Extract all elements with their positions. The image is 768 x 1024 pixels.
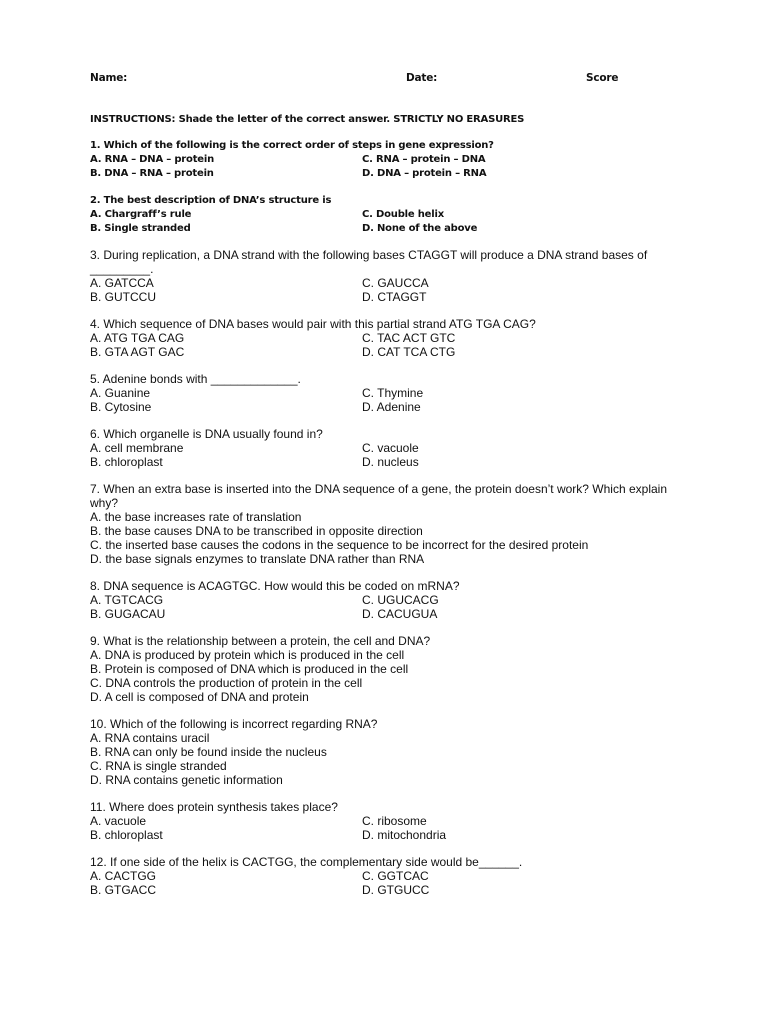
question-stem: 6. Which organelle is DNA usually found in? — [90, 427, 323, 441]
option-a[interactable]: A. DNA is produced by protein which is produced in the cell — [90, 648, 405, 662]
question-5 — [90, 372, 690, 414]
score-label: Score — [586, 72, 619, 84]
question-stem: 11. Where does protein synthesis takes place? — [90, 800, 338, 814]
worksheet — [90, 72, 690, 897]
option-a[interactable]: A. vacuole — [90, 814, 147, 828]
question-stem: 3. During replication, a DNA strand with the following bases CTAGGT will produce a DNA strand bases of _________. — [90, 248, 648, 276]
question-stem: 9. What is the relationship between a protein, the cell and DNA? — [90, 634, 431, 648]
option-a[interactable]: A. TGTCACG — [90, 593, 164, 607]
option-d[interactable]: D. None of the above — [362, 223, 478, 234]
option-b[interactable]: B. chloroplast — [90, 828, 163, 842]
question-9 — [90, 634, 690, 704]
option-b[interactable]: B. GTA AGT GAC — [90, 345, 185, 359]
option-b[interactable]: B. Cytosine — [90, 400, 152, 414]
option-c[interactable]: C. ribosome — [362, 814, 427, 828]
question-3 — [90, 248, 690, 304]
option-d[interactable]: D. A cell is composed of DNA and protein — [90, 690, 309, 704]
option-a[interactable]: A. GATCCA — [90, 276, 154, 290]
header — [90, 72, 690, 90]
question-stem: 4. Which sequence of DNA bases would pair with this partial strand ATG TGA CAG? — [90, 317, 536, 331]
question-8 — [90, 579, 690, 621]
option-b[interactable]: B. Single stranded — [90, 223, 191, 234]
option-b[interactable]: B. Protein is composed of DNA which is produced in the cell — [90, 662, 409, 676]
question-stem: 7. When an extra base is inserted into the DNA sequence of a gene, the protein doesn’t work? Which explain why? — [90, 482, 668, 510]
option-d[interactable]: D. GTGUCC — [362, 883, 430, 897]
option-b[interactable]: B. the base causes DNA to be transcribed in opposite direction — [90, 524, 423, 538]
option-c[interactable]: C. DNA controls the production of protein in the cell — [90, 676, 363, 690]
option-c[interactable]: C. vacuole — [362, 441, 419, 455]
option-b[interactable]: B. chloroplast — [90, 455, 163, 469]
question-6 — [90, 427, 690, 469]
option-c[interactable]: C. the inserted base causes the codons in the sequence to be incorrect for the desired protein — [90, 538, 589, 552]
option-a[interactable]: A. Chargraff’s rule — [90, 209, 192, 220]
name-label: Name: — [90, 72, 128, 84]
instructions: INSTRUCTIONS: Shade the letter of the correct answer. STRICTLY NO ERASURES — [90, 114, 525, 125]
question-7 — [90, 482, 690, 566]
option-d[interactable]: D. mitochondria — [362, 828, 447, 842]
question-1 — [90, 139, 690, 181]
option-c[interactable]: C. TAC ACT GTC — [362, 331, 456, 345]
option-c[interactable]: C. UGUCACG — [362, 593, 439, 607]
option-a[interactable]: A. RNA – DNA – protein — [90, 154, 215, 165]
question-11 — [90, 800, 690, 842]
question-12 — [90, 855, 690, 897]
option-c[interactable]: C. Double helix — [362, 209, 444, 220]
option-c[interactable]: C. GAUCCA — [362, 276, 429, 290]
option-b[interactable]: B. DNA – RNA – protein — [90, 168, 214, 179]
option-d[interactable]: D. CTAGGT — [362, 290, 427, 304]
option-d[interactable]: D. Adenine — [362, 400, 421, 414]
option-c[interactable]: C. RNA – protein – DNA — [362, 154, 486, 165]
option-d[interactable]: D. CAT TCA CTG — [362, 345, 456, 359]
option-b[interactable]: B. GTGACC — [90, 883, 157, 897]
option-d[interactable]: D. the base signals enzymes to translate DNA rather than RNA — [90, 552, 425, 566]
question-10 — [90, 717, 690, 787]
question-2 — [90, 194, 690, 236]
option-b[interactable]: B. GUGACAU — [90, 607, 166, 621]
option-b[interactable]: B. GUTCCU — [90, 290, 156, 304]
option-d[interactable]: D. CACUGUA — [362, 607, 438, 621]
question-stem: 8. DNA sequence is ACAGTGC. How would this be coded on mRNA? — [90, 579, 460, 593]
question-stem: 1. Which of the following is the correct order of steps in gene expression? — [90, 140, 494, 151]
question-stem: 10. Which of the following is incorrect regarding RNA? — [90, 717, 378, 731]
option-a[interactable]: A. ATG TGA CAG — [90, 331, 185, 345]
question-stem: 5. Adenine bonds with _____________. — [90, 372, 301, 386]
option-c[interactable]: C. GGTCAC — [362, 869, 429, 883]
option-a[interactable]: A. cell membrane — [90, 441, 184, 455]
option-d[interactable]: D. nucleus — [362, 455, 419, 469]
question-stem: 2. The best description of DNA’s structure is — [90, 195, 332, 206]
option-a[interactable]: A. RNA contains uracil — [90, 731, 210, 745]
option-c[interactable]: C. Thymine — [362, 386, 424, 400]
option-d[interactable]: D. RNA contains genetic information — [90, 773, 283, 787]
question-4 — [90, 317, 690, 359]
question-stem: 12. If one side of the helix is CACTGG, the complementary side would be______. — [90, 855, 523, 869]
option-b[interactable]: B. RNA can only be found inside the nucleus — [90, 745, 327, 759]
option-a[interactable]: A. the base increases rate of translation — [90, 510, 302, 524]
option-c[interactable]: C. RNA is single stranded — [90, 759, 227, 773]
option-a[interactable]: A. CACTGG — [90, 869, 157, 883]
date-label: Date: — [406, 72, 438, 84]
option-a[interactable]: A. Guanine — [90, 386, 151, 400]
option-d[interactable]: D. DNA – protein – RNA — [362, 168, 487, 179]
